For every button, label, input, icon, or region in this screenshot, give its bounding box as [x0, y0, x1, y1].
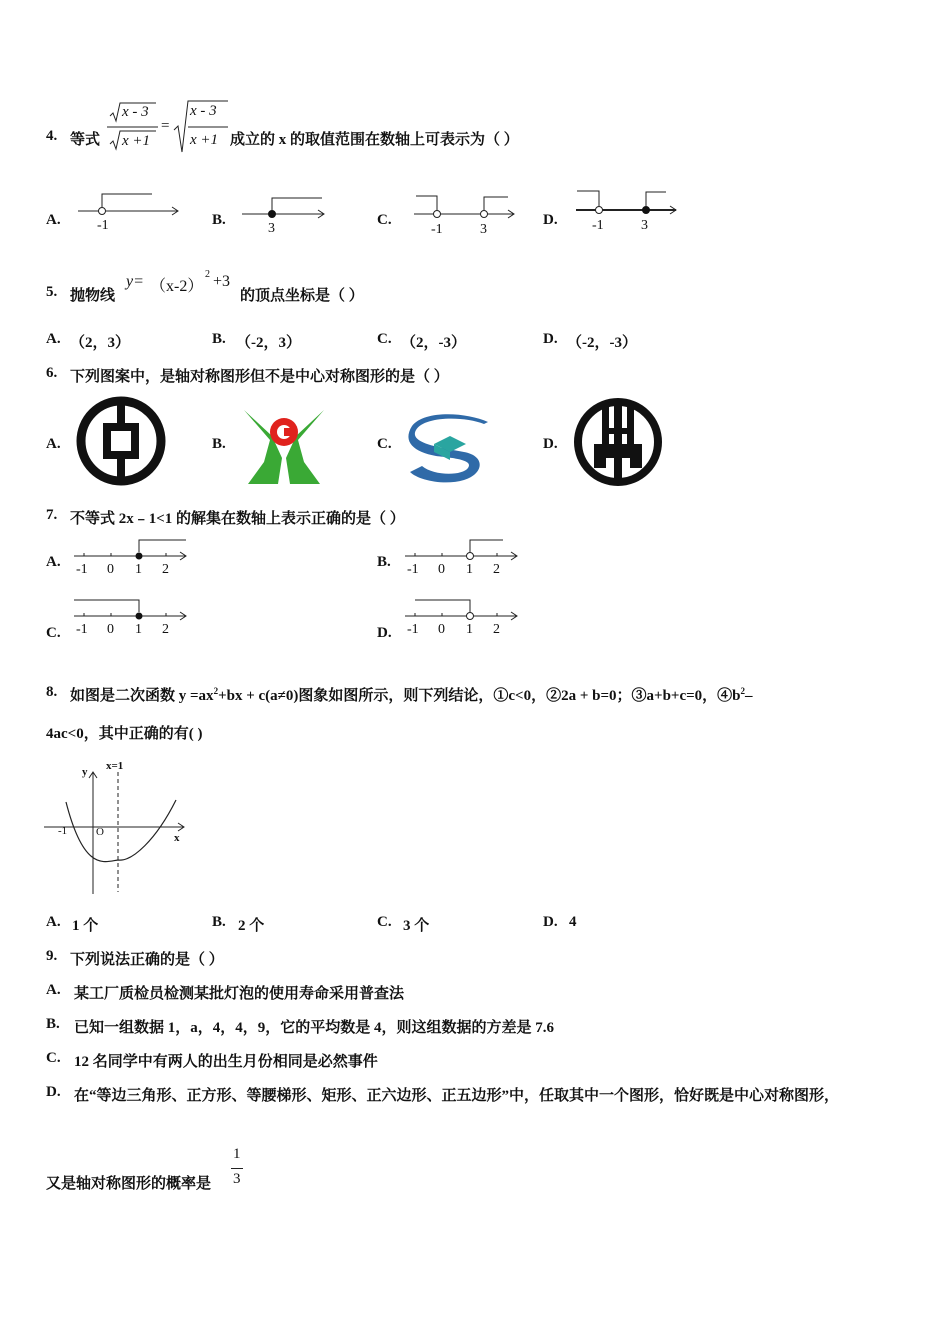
q8-option-c-label: C. — [377, 914, 392, 930]
tick-label: -1 — [407, 562, 419, 577]
q4-option-a-numberline — [74, 188, 184, 238]
q4-lhs-top: x - 3 — [122, 104, 149, 120]
q8-option-c: 3 个 — [403, 918, 430, 934]
q7-option-b-numberline — [403, 536, 523, 584]
q8-line1-sup: 2 — [213, 686, 219, 696]
q6-option-d-label: D. — [543, 436, 558, 452]
tick-label: -1 — [76, 562, 88, 577]
q4-rhs-top: x - 3 — [190, 103, 217, 119]
q4-option-c-numberline — [412, 193, 522, 239]
q8-option-d: 4 — [569, 914, 577, 930]
q4-option-c-label: C. — [377, 212, 392, 228]
q7-option-c-label: C. — [46, 625, 61, 641]
tick-label: 1 — [466, 562, 473, 577]
q4-lhs-bot: x +1 — [122, 133, 151, 149]
bank-of-china-logo-icon — [75, 395, 167, 487]
q8-line1-c: – — [745, 688, 753, 704]
q9-option-d: 在“等边三角形、正方形、等腰梯形、矩形、正六边形、正五边形”中，任取其中一个图形，恰好既是中心对称图形， — [74, 1088, 840, 1104]
q9-option-a: 某工厂质检员检测某批灯泡的使用寿命采用普查法 — [74, 986, 405, 1002]
q8-option-b-label: B. — [212, 914, 226, 930]
q7-option-a-numberline — [72, 536, 192, 584]
q9-fraction-numerator: 1 — [233, 1146, 241, 1162]
q9-text: 下列说法正确的是（ ） — [70, 952, 224, 968]
q8-option-d-label: D. — [543, 914, 558, 930]
q4-b-tick: 3 — [268, 221, 275, 236]
q9-option-d-continued: 又是轴对称图形的概率是 — [46, 1176, 212, 1192]
q4-suffix: 成立的 x 的取值范围在数轴上可表示为（ ） — [230, 132, 519, 148]
q4-prefix: 等式 — [70, 132, 101, 148]
tick-label: 0 — [438, 622, 445, 637]
q4-number: 4. — [46, 128, 58, 144]
q8-option-b: 2 个 — [238, 918, 265, 934]
q7-option-d-label: D. — [377, 625, 392, 641]
q7-option-b-label: B. — [377, 554, 391, 570]
q4-d-tick-1: -1 — [592, 218, 604, 233]
q5-option-d: （-2，-3） — [567, 335, 637, 351]
q4-option-b-label: B. — [212, 212, 226, 228]
q6-option-b-label: B. — [212, 436, 226, 452]
q5-number: 5. — [46, 284, 58, 300]
q5-option-b-label: B. — [212, 331, 226, 347]
q4-option-d-label: D. — [543, 212, 558, 228]
q4-d-tick-2: 3 — [641, 218, 648, 233]
tick-label: -1 — [407, 622, 419, 637]
q7-option-a-label: A. — [46, 554, 61, 570]
tick-label: 1 — [135, 622, 142, 637]
q8-line-2: 4ac<0，其中正确的有( ) — [46, 726, 203, 742]
tick-label: 1 — [466, 622, 473, 637]
q5-option-c: （2，-3） — [401, 335, 466, 351]
q7-option-c-numberline — [72, 596, 192, 644]
q4-option-b-numberline — [240, 192, 340, 238]
q5-formula-sup: 2 — [205, 269, 210, 280]
tick-label: 2 — [162, 622, 169, 637]
q6-option-a-label: A. — [46, 436, 61, 452]
q8-line1-b: +bx + c(a≠0)图象如图所示，则下列结论，①c<0，②2a + b=0；③a+b+c=0，④b — [218, 688, 741, 704]
q8-graph-axis-line-label: x=1 — [106, 760, 124, 772]
q5-option-a: （2，3） — [70, 335, 131, 351]
q8-line1-sup2: 2 — [740, 686, 746, 696]
q7-option-d-numberline — [403, 596, 523, 644]
q6-text: 下列图案中，是轴对称图形但不是中心对称图形的是（ ） — [70, 369, 449, 385]
q8-number: 8. — [46, 684, 58, 700]
q5-option-d-label: D. — [543, 331, 558, 347]
tick-label: 0 — [107, 562, 114, 577]
citic-logo-icon — [404, 414, 494, 486]
q8-graph-x-label: x — [174, 832, 180, 844]
q9-option-b-label: B. — [46, 1016, 60, 1032]
q8-line-1 — [70, 684, 753, 705]
tick-label: 0 — [107, 622, 114, 637]
q9-option-b: 已知一组数据 1，a，4，4，9，它的平均数是 4，则这组数据的方差是 7.6 — [74, 1020, 555, 1036]
q8-graph-origin: O — [96, 826, 104, 838]
q4-option-a-label: A. — [46, 212, 61, 228]
q9-option-c: 12 名同学中有两人的出生月份相同是必然事件 — [74, 1054, 378, 1070]
q5-formula-tail: +3 — [213, 273, 231, 290]
q5-formula-y: y= — [126, 273, 144, 290]
q9-option-c-label: C. — [46, 1050, 61, 1066]
tick-label: 2 — [493, 622, 500, 637]
tick-label: -1 — [76, 622, 88, 637]
q9-option-a-label: A. — [46, 982, 61, 998]
q9-option-d-label: D. — [46, 1084, 61, 1100]
rural-bank-logo-icon — [242, 402, 326, 486]
q5-option-b: （-2，3） — [236, 335, 301, 351]
q5-formula-body: （x-2） — [150, 278, 204, 295]
q8-option-a-label: A. — [46, 914, 61, 930]
q4-c-tick-2: 3 — [480, 222, 487, 237]
tick-label: 2 — [493, 562, 500, 577]
q4-a-tick: -1 — [97, 218, 109, 233]
q9-number: 9. — [46, 948, 58, 964]
q4-c-tick-1: -1 — [431, 222, 443, 237]
q8-graph-y-label: y — [82, 766, 88, 778]
q6-option-c-label: C. — [377, 436, 392, 452]
q5-option-c-label: C. — [377, 331, 392, 347]
q4-option-d-numberline — [574, 188, 684, 234]
q5-option-a-label: A. — [46, 331, 61, 347]
q8-graph-neg-one: -1 — [58, 825, 68, 837]
q4-eq-sign: = — [161, 118, 170, 134]
q5-prefix: 抛物线 — [70, 288, 116, 304]
q7-text: 不等式 2x﹣1<1 的解集在数轴上表示正确的是（ ） — [70, 511, 405, 527]
q9-fraction-bar — [231, 1168, 243, 1169]
q4-rhs-bot: x +1 — [190, 132, 219, 148]
q8-line1-a: 如图是二次函数 y =ax — [70, 688, 214, 704]
q7-number: 7. — [46, 507, 58, 523]
q8-option-a: 1 个 — [72, 918, 99, 934]
tick-label: 2 — [162, 562, 169, 577]
q6-number: 6. — [46, 365, 58, 381]
q9-fraction-denominator: 3 — [233, 1171, 241, 1187]
q5-suffix: 的顶点坐标是（ ） — [240, 288, 364, 304]
tick-label: 1 — [135, 562, 142, 577]
tick-label: 0 — [438, 562, 445, 577]
agricultural-bank-logo-icon — [572, 396, 664, 488]
